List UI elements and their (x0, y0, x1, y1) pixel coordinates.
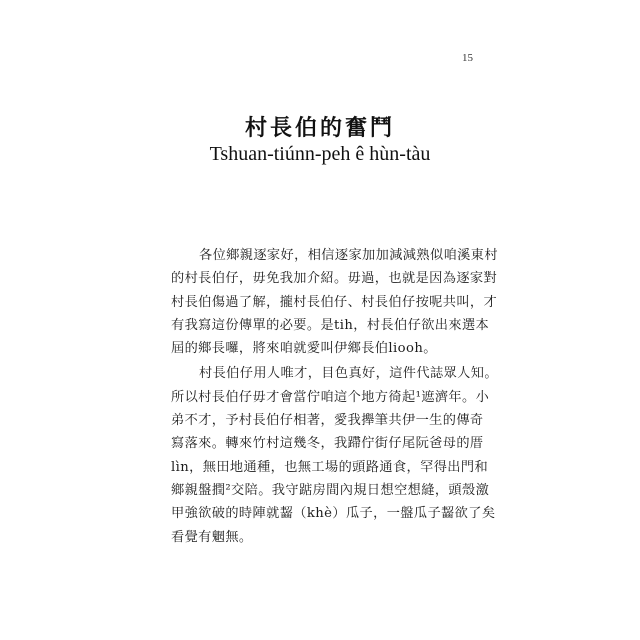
text-line: 弟不才，予村長伯仔相著，愛我攑筆共伊一生的傳奇 (171, 413, 484, 429)
text-line: 屆的鄉長囉，將來咱就愛叫伊鄉長伯liooh。 (171, 341, 437, 357)
body-text (171, 244, 498, 549)
text-line: 有我寫這份傳單的必要。是tih，村長伯仔欲出來選本 (171, 317, 490, 333)
text-line: 看覺有魍無。 (171, 529, 253, 545)
text-line: lìn，無田地通種，也無工場的頭路通食，罕得出門和 (171, 459, 489, 475)
text-line: 寫落來。轉來竹村這幾冬，我蹛佇街仔尾阮爸母的厝 (171, 436, 484, 452)
text-line: 甲強欲破的時陣就齧（khè）瓜子，一盤瓜子齧欲了矣 (171, 506, 496, 522)
text-line: 的村長伯仔，毋免我加介紹。毋過，也就是因為逐家對 (171, 271, 498, 287)
paragraph-2 (171, 362, 498, 548)
text-line: 所以村長伯仔毋才會當佇咱這个地方徛起¹遮濟年。小 (171, 389, 490, 405)
text-line: 村長伯仔用人唯才，目色真好，這件代誌眾人知。 (199, 366, 498, 382)
page-number: 15 (462, 52, 473, 64)
text-line: 鄉親盤撋²交陪。我守踮房間內規日想空想縫，頭殼激 (171, 482, 490, 498)
paragraph-1 (171, 244, 498, 360)
text-line: 各位鄉親逐家好，相信逐家加加減減熟似咱溪東村 (199, 248, 498, 263)
text-line: 村長伯傷過了解，攏村長伯仔、村長伯仔按呢共叫，才 (171, 294, 498, 310)
chapter-subtitle-romanized: Tshuan-tiúnn-peh ê hùn-tàu (209, 143, 431, 165)
chapter-title: 村長伯的奮鬥 (244, 115, 395, 141)
